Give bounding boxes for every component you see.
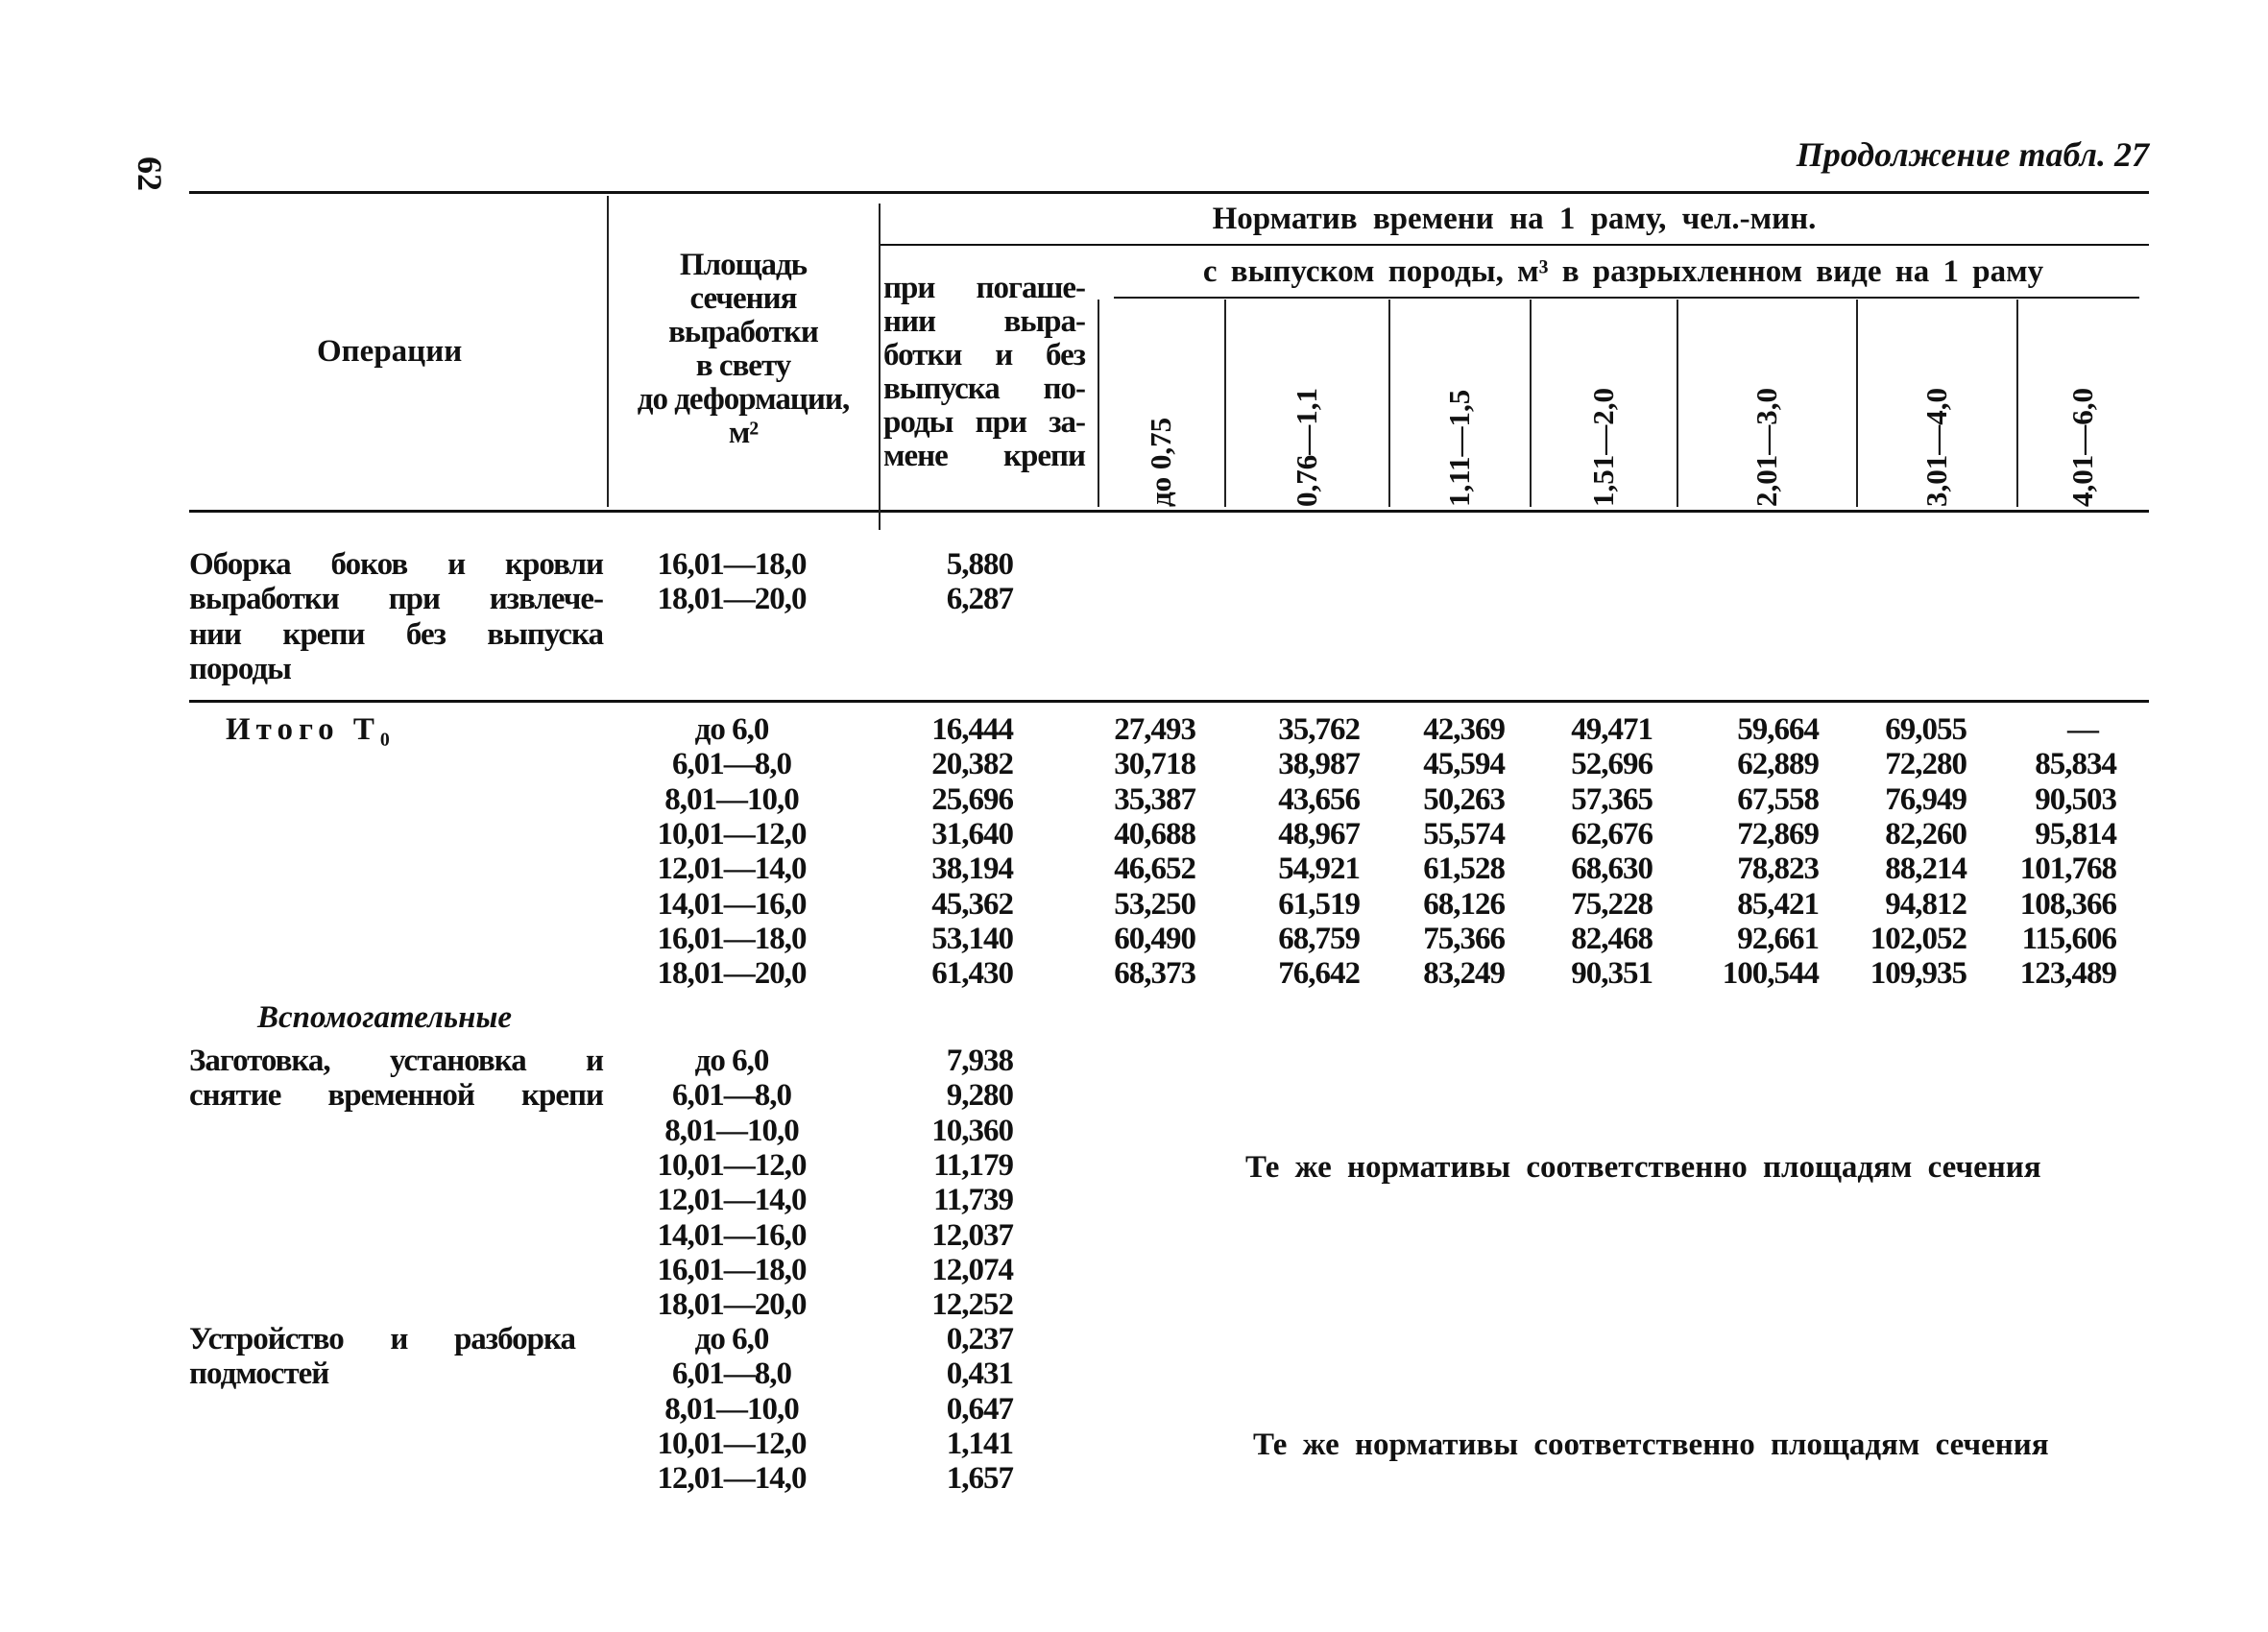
total-col-value: 82,468: [1571, 921, 1653, 956]
total-area: 16,01—18,0: [657, 921, 807, 956]
norm-title-rule: [880, 244, 2149, 246]
total-col-value: 68,759: [1278, 921, 1360, 956]
aux1-area: 18,01—20,0: [657, 1287, 807, 1323]
aux1-area: 8,01—10,0: [664, 1113, 799, 1148]
aux2-value: 1,657: [946, 1461, 1013, 1497]
column-divider: [2016, 300, 2018, 507]
section1-value: 5,880: [946, 547, 1013, 582]
column-divider: [879, 204, 881, 530]
total-col-value: 88,214: [1885, 852, 1966, 887]
column-divider: [1098, 300, 1099, 507]
aux1-area: 6,01—8,0: [672, 1078, 791, 1114]
page-number: 62: [131, 156, 169, 191]
total-col-value: 76,949: [1885, 781, 1966, 817]
total-col-value: 45,594: [1423, 747, 1505, 782]
aux2-value: 0,431: [946, 1356, 1013, 1392]
total-col-value: 68,126: [1423, 886, 1505, 922]
total-value: 53,140: [931, 921, 1013, 956]
aux1-value: 10,360: [931, 1113, 1013, 1148]
total-value: 25,696: [931, 781, 1013, 817]
release-title: с выпуском породы, м³ в разрыхленном виде на 1 раму: [1202, 254, 2044, 289]
release-column-header: 3,01—4,0: [1918, 388, 1953, 507]
header-bottom-rule: [189, 510, 2149, 513]
column-divider: [1856, 300, 1858, 507]
total-col-value: 76,642: [1278, 956, 1360, 992]
total-col-value: 55,574: [1423, 816, 1505, 852]
total-col-value: 43,656: [1278, 781, 1360, 817]
total-col-value: 108,366: [2019, 886, 2116, 922]
aux1-value: 11,739: [933, 1183, 1013, 1218]
norm-title: Норматив времени на 1 раму, чел.-мин.: [1212, 202, 1817, 236]
total-col-value: 90,503: [2035, 781, 2116, 817]
total-col-value: 48,967: [1278, 816, 1360, 852]
aux1-area: 14,01—16,0: [657, 1217, 807, 1253]
total-col-value: 50,263: [1423, 781, 1505, 817]
total-area: 8,01—10,0: [664, 781, 799, 817]
total-col-value: 85,421: [1737, 886, 1819, 922]
aux1-area: 10,01—12,0: [657, 1147, 807, 1183]
area-header-line: в свету: [695, 348, 791, 383]
total-col-value: 102,052: [1870, 921, 1966, 956]
section1-operation: нии крепи без выпуска: [189, 616, 603, 652]
no-release-header-line: мене крепи: [883, 439, 1085, 473]
total-col-value: 35,387: [1114, 781, 1195, 817]
total-col-value: —: [2067, 712, 2098, 747]
total-area: 12,01—14,0: [657, 852, 807, 887]
total-col-value: 54,921: [1278, 852, 1360, 887]
total-col-value: 38,987: [1278, 747, 1360, 782]
total-col-value: 72,280: [1885, 747, 1966, 782]
total-area: 18,01—20,0: [657, 956, 807, 992]
aux2-operation: подмостей: [189, 1356, 329, 1392]
section1-operation: выработки при извлече-: [189, 582, 603, 617]
total-col-value: 78,823: [1737, 852, 1819, 887]
aux1-value: 11,179: [933, 1147, 1013, 1183]
release-column-header: до 0,75: [1144, 417, 1177, 507]
release-title-rule: [1114, 297, 2139, 299]
no-release-header-line: роды при за-: [883, 405, 1085, 440]
total-col-value: 57,365: [1571, 781, 1653, 817]
total-col-value: 62,889: [1737, 747, 1819, 782]
section1-operation: породы: [189, 651, 291, 686]
total-col-value: 27,493: [1114, 712, 1195, 747]
aux1-value: 7,938: [946, 1044, 1013, 1078]
total-col-value: 94,812: [1885, 886, 1966, 922]
auxiliary-title: Вспомогательные: [257, 1000, 512, 1035]
release-column-header: 0,76—1,1: [1289, 388, 1323, 507]
no-release-header-line: ботки и без: [883, 338, 1085, 372]
no-release-header-line: выпуска по-: [883, 372, 1085, 406]
total-col-value: 35,762: [1278, 712, 1360, 747]
total-area: до 6,0: [694, 712, 769, 747]
operations-header: Операции: [317, 334, 463, 369]
aux1-value: 9,280: [946, 1078, 1013, 1114]
release-column-header: 1,11—1,5: [1441, 389, 1476, 507]
total-col-value: 75,228: [1571, 886, 1653, 922]
total-col-value: 61,519: [1278, 886, 1360, 922]
aux2-value: 1,141: [946, 1426, 1013, 1461]
aux2-area: 12,01—14,0: [657, 1461, 807, 1497]
no-release-header-line: при погаше-: [883, 271, 1085, 305]
total-col-value: 30,718: [1114, 747, 1195, 782]
aux2-value: 0,647: [946, 1391, 1013, 1427]
total-col-value: 67,558: [1737, 781, 1819, 817]
total-col-value: 109,935: [1870, 956, 1966, 992]
top-rule: [189, 191, 2149, 194]
aux2-area: 6,01—8,0: [672, 1356, 791, 1392]
aux1-area: до 6,0: [694, 1044, 769, 1078]
section1-value: 6,287: [946, 582, 1013, 617]
aux2-note: Те же нормативы соответственно площадям сечения: [1253, 1428, 2049, 1462]
area-header-line: м²: [728, 416, 759, 450]
section-rule: [189, 700, 2149, 703]
table-continuation-label: Продолжение табл. 27: [1796, 135, 2149, 174]
aux1-value: 12,037: [931, 1217, 1013, 1253]
total-col-value: 49,471: [1571, 712, 1653, 747]
section1-area: 16,01—18,0: [657, 547, 807, 582]
total-col-value: 59,664: [1737, 712, 1819, 747]
release-column-header: 4,01—6,0: [2065, 388, 2099, 507]
aux1-operation: Заготовка, установка и: [189, 1044, 603, 1078]
total-col-value: 115,606: [2021, 921, 2116, 956]
total-col-value: 40,688: [1114, 816, 1195, 852]
total-col-value: 46,652: [1114, 852, 1195, 887]
aux1-note: Те же нормативы соответственно площадям сечения: [1245, 1150, 2041, 1185]
total-col-value: 75,366: [1423, 921, 1505, 956]
aux2-area: 10,01—12,0: [657, 1426, 807, 1461]
area-header-line: сечения: [689, 281, 797, 316]
column-divider: [1530, 300, 1532, 507]
aux1-value: 12,252: [931, 1287, 1013, 1323]
total-col-value: 95,814: [2035, 816, 2116, 852]
total-value: 45,362: [931, 886, 1013, 922]
total-col-value: 69,055: [1885, 712, 1966, 747]
aux2-operation: Устройство и разборка: [189, 1322, 575, 1356]
total-col-value: 68,373: [1114, 956, 1195, 992]
total-area: 10,01—12,0: [657, 816, 807, 852]
total-col-value: 90,351: [1571, 956, 1653, 992]
aux1-operation: снятие временной крепи: [189, 1078, 603, 1114]
total-label: Итого T₀: [226, 712, 396, 747]
total-col-value: 60,490: [1114, 921, 1195, 956]
total-value: 38,194: [931, 852, 1013, 887]
total-area: 6,01—8,0: [672, 747, 791, 782]
total-value: 31,640: [931, 816, 1013, 852]
total-value: 16,444: [931, 712, 1013, 747]
aux1-value: 12,074: [931, 1252, 1013, 1287]
no-release-header-line: нии выра-: [883, 304, 1085, 339]
total-col-value: 72,869: [1737, 816, 1819, 852]
total-col-value: 83,249: [1423, 956, 1505, 992]
total-col-value: 101,768: [2019, 852, 2116, 887]
total-col-value: 53,250: [1114, 886, 1195, 922]
total-value: 61,430: [931, 956, 1013, 992]
area-header-line: Площадь: [679, 248, 808, 282]
release-column-header: 2,01—3,0: [1749, 388, 1783, 507]
total-col-value: 61,528: [1423, 852, 1505, 887]
aux2-value: 0,237: [946, 1322, 1013, 1356]
total-col-value: 92,661: [1737, 921, 1819, 956]
aux2-area: до 6,0: [694, 1322, 769, 1356]
section1-operation: Оборка боков и кровли: [189, 547, 603, 582]
total-col-value: 42,369: [1423, 712, 1505, 747]
total-col-value: 100,544: [1722, 956, 1819, 992]
area-header-line: выработки: [668, 315, 818, 349]
total-col-value: 82,260: [1885, 816, 1966, 852]
column-divider: [1224, 300, 1226, 507]
aux1-area: 12,01—14,0: [657, 1183, 807, 1218]
aux2-area: 8,01—10,0: [664, 1391, 799, 1427]
total-col-value: 123,489: [2019, 956, 2116, 992]
aux1-area: 16,01—18,0: [657, 1252, 807, 1287]
total-col-value: 85,834: [2035, 747, 2116, 782]
total-col-value: 62,676: [1571, 816, 1653, 852]
column-divider: [1677, 300, 1678, 507]
section1-area: 18,01—20,0: [657, 582, 807, 617]
release-column-header: 1,51—2,0: [1585, 388, 1620, 507]
total-col-value: 68,630: [1571, 852, 1653, 887]
total-col-value: 52,696: [1571, 747, 1653, 782]
total-area: 14,01—16,0: [657, 886, 807, 922]
column-divider: [1388, 300, 1390, 507]
area-header-line: до деформации,: [637, 382, 850, 417]
total-value: 20,382: [931, 747, 1013, 782]
